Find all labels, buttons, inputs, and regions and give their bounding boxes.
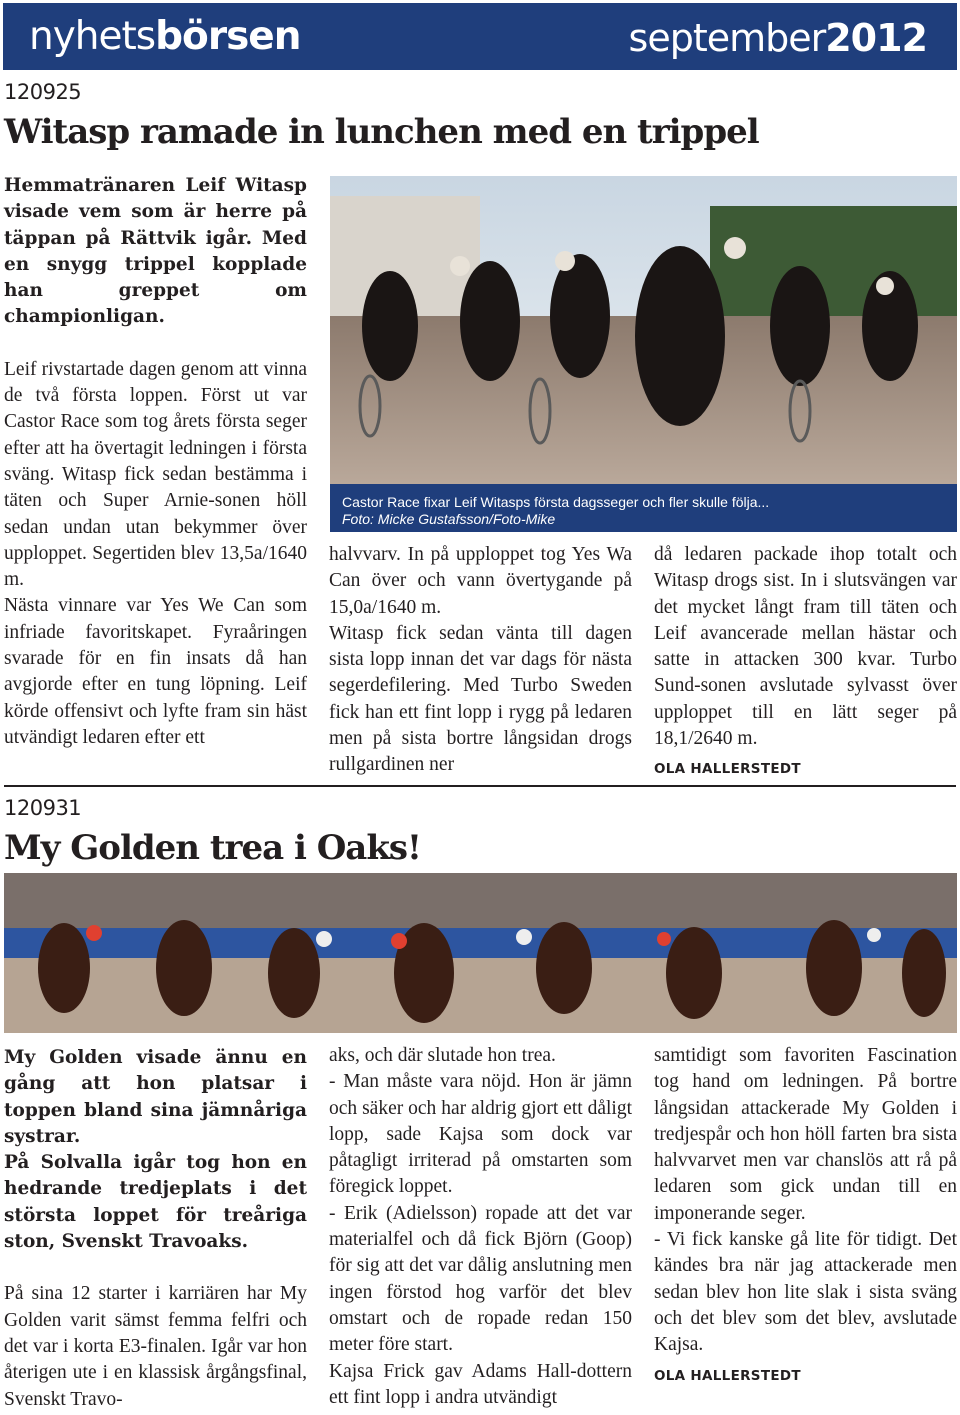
article-paragraph: Leif rivstartade dagen genom att vinna de två första loppen. Först ut var Castor Race som tog årets första seger efter att ha övertagit ledningen i första sväng. Witasp fick sedan bestämma i täten och Super Arnie-sonen höll sedan undan utan bekymmer över upploppet. Segertiden blev 13,5a/1640 m. [4,358,307,591]
article-lead: My Golden visade ännu en gång att hon platsar i toppen bland sina jämnåriga systrar. [4,1047,307,1147]
article-lead: På Solvalla igår tog hon en hedrande tredjeplats i det största loppet för treåriga ston, Svenskt Travoaks. [4,1152,307,1253]
article-column [654,542,957,783]
article-paragraph: aks, och där slutade hon trea. [329,1045,556,1066]
photo-credit: Foto: Micke Gustafsson/Foto-Mike [342,511,556,527]
article-column [4,1045,307,1413]
article-paragraph: - Vi fick kanske gå lite för tidigt. Det kändes bra när jag attackerade men sedan blev hon lite slak i sista sväng och det blev som det blev, avslutade Kajsa. [654,1229,957,1356]
article-byline: OLA HALLERSTEDT [654,761,801,778]
article-paragraph: - Man måste vara nöjd. Hon är jämn och säker och har aldrig gjort ett dåligt lopp, sade Kajsa som dock var påtagligt irriterad på omstarten som föregick loppet. [329,1071,632,1198]
article-code: 120931 [4,796,82,820]
article-paragraph: Kajsa Frick gav Adams Hall-dottern ett fint lopp i andra utvändigt [329,1360,632,1408]
caption-text: Castor Race fixar Leif Witasps första dagsseger och fler skulle följa... [342,494,770,510]
masthead-banner [3,3,957,70]
article-byline: OLA HALLERSTEDT [654,1367,801,1384]
race-photo [4,873,957,1033]
article-paragraph: På sina 12 starter i karriären har My Golden varit sämst femma felfri och det var i korta E3-finalen. Igår var hon återigen ute i en klassisk årgångsfinal, Svenskt Travo- [4,1283,307,1410]
article-paragraph: samtidigt som favoriten Fascination tog hand om ledningen. På bortre långsidan attackerade My Golden i tredjespår och hon höll farten bra sista halvvarvet men var chanslös att rå på ledaren som gick undan till en imponerande seger. [654,1045,957,1224]
section-divider [4,785,956,787]
article-lead: Hemmatränaren Leif Witasp visade vem som är herre på täppan på Rättvik igår. Med en snygg trippel kopplade han greppet om championligan. [4,175,307,328]
publication-logo: nyhetsbörsen [29,14,301,59]
photo-caption [330,484,957,532]
article-code: 120925 [4,80,82,104]
issue-date: september2012 [628,16,927,60]
article-paragraph: då ledaren packade ihop totalt och Witasp drogs sist. In i slutsvängen var det mycket långt fram till täten och Leif avancerade mellan hästar och satte in attacken 300 kvar. Turbo Sund-sonen avslutade sylvasst över upploppet till en lätt seger på 18,1/2640 m. [654,544,957,750]
article-column [329,542,632,779]
article-column [4,173,307,751]
article-headline: Witasp ramade in lunchen med en trippel [4,112,759,152]
article-paragraph: Witasp fick sedan vänta till dagen sista lopp innan det var dags för nästa segerdefilering. Med Turbo Sweden fick han ett fint lopp i rygg på ledaren men på sista bortre långsidan drogs rullgardinen ner [329,622,632,776]
article-paragraph: - Erik (Adielsson) ropade att det var materialfel och då fick Björn (Goop) för sig att det var dålig anslutning men ingen förstod hog varför det blev omstart och de ropade redan 150 meter före start. [329,1202,632,1356]
article-paragraph: halvvarv. In på upploppet tog Yes Wa Can över och vann övertygande på 15,0a/1640 m. [329,544,632,618]
article-headline: My Golden trea i Oaks! [4,828,421,868]
article-paragraph: Nästa vinnare var Yes We Can som infriade favoritskapet. Fyraåringen svarade för en fin insats då han avgjorde efter en tung löpning. Leif körde offensivt och lyfte fram sin häst utvändigt ledaren efter ett [4,595,307,748]
race-photo [330,176,957,484]
article-column [654,1043,957,1389]
article-column [329,1043,632,1411]
